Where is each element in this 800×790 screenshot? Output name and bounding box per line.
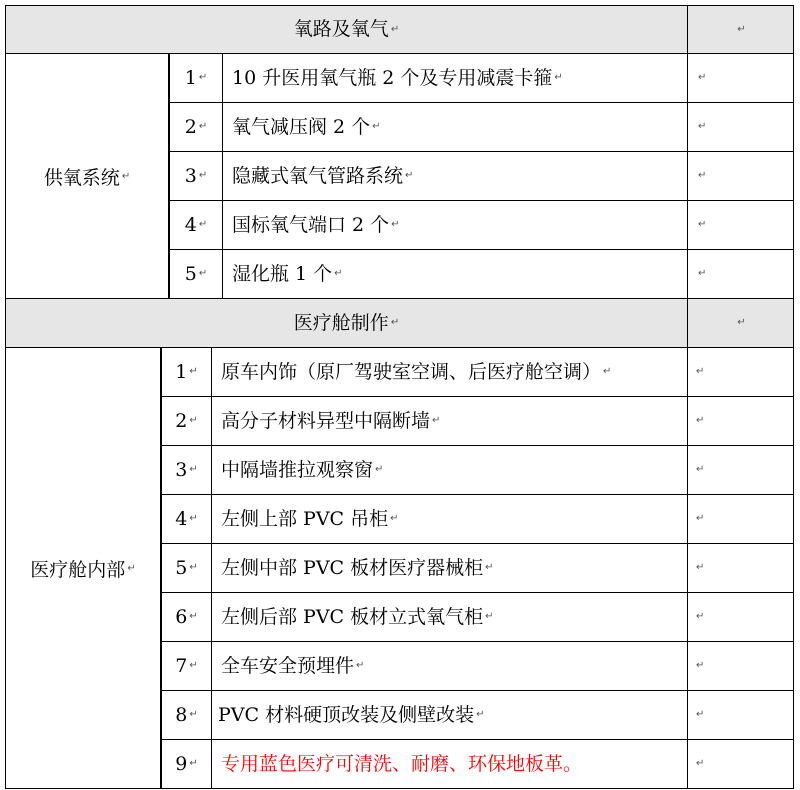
item-text: 左侧后部 PVC 板材立式氧气柜 ↵ — [212, 593, 688, 642]
item-text: 中隔墙推拉观察窗 ↵ — [212, 446, 688, 495]
item-number: 8 ↵ — [161, 691, 212, 740]
item-text: 氧气减压阀 2 个 ↵ — [223, 103, 688, 152]
table-row — [161, 642, 794, 691]
remark-cell: ↵ — [688, 740, 794, 789]
table-row — [169, 54, 794, 103]
item-number: 3 ↵ — [169, 152, 223, 201]
item-text: PVC 材料硬顶改装及侧壁改装 ↵ — [212, 691, 688, 740]
remark-cell: ↵ — [688, 152, 794, 201]
remark-cell: ↵ — [688, 691, 794, 740]
item-number: 5 ↵ — [161, 544, 212, 593]
item-number: 1 ↵ — [169, 54, 223, 103]
table-row — [161, 691, 794, 740]
item-number: 9 ↵ — [161, 740, 212, 789]
item-text-highlighted: 专用蓝色医疗可清洗、耐磨、环保地板革。 — [212, 740, 688, 789]
group-items — [161, 348, 794, 789]
item-text: 左侧中部 PVC 板材医疗器械柜 ↵ — [212, 544, 688, 593]
remark-cell: ↵ — [688, 593, 794, 642]
group-label: 供氧系统 ↵ — [5, 54, 169, 299]
remark-cell: ↵ — [688, 495, 794, 544]
item-text: 高分子材料异型中隔断墙 ↵ — [212, 397, 688, 446]
group-oxygen-supply — [5, 54, 794, 299]
remark-cell: ↵ — [688, 642, 794, 691]
group-cabin-interior — [5, 348, 794, 789]
table-row — [169, 152, 794, 201]
item-number: 3 ↵ — [161, 446, 212, 495]
item-number: 4 ↵ — [161, 495, 212, 544]
remark-cell: ↵ — [688, 544, 794, 593]
table-row — [161, 593, 794, 642]
item-text: 湿化瓶 1 个 ↵ — [223, 250, 688, 299]
table-row — [161, 446, 794, 495]
equipment-table — [5, 5, 794, 789]
item-text: 原车内饰（原厂驾驶室空调、后医疗舱空调） ↵ — [212, 348, 688, 397]
section-title: 氧路及氧气 ↵ — [5, 6, 688, 54]
table-row — [161, 397, 794, 446]
item-number: 2 ↵ — [169, 103, 223, 152]
table-row — [169, 103, 794, 152]
item-number: 5 ↵ — [169, 250, 223, 299]
remark-cell: ↵ — [688, 348, 794, 397]
remark-cell: ↵ — [688, 397, 794, 446]
item-number: 6 ↵ — [161, 593, 212, 642]
item-number: 2 ↵ — [161, 397, 212, 446]
item-text: 左侧上部 PVC 吊柜 ↵ — [212, 495, 688, 544]
item-text: 国标氧气端口 2 个 ↵ — [223, 201, 688, 250]
remark-cell: ↵ — [688, 6, 794, 54]
table-row — [161, 740, 794, 789]
remark-cell: ↵ — [688, 250, 794, 299]
item-text: 10 升医用氧气瓶 2 个及专用减震卡箍 ↵ — [223, 54, 688, 103]
remark-cell: ↵ — [688, 201, 794, 250]
item-number: 1 ↵ — [161, 348, 212, 397]
table-row — [161, 495, 794, 544]
group-items — [169, 54, 794, 299]
remark-cell: ↵ — [688, 54, 794, 103]
table-row — [161, 544, 794, 593]
group-label: 医疗舱内部 ↵ — [5, 348, 161, 789]
remark-cell: ↵ — [688, 299, 794, 348]
remark-cell: ↵ — [688, 446, 794, 495]
item-text: 隐藏式氧气管路系统 ↵ — [223, 152, 688, 201]
section-header-oxygen — [5, 5, 794, 54]
table-row — [169, 201, 794, 250]
section-header-cabin — [5, 299, 794, 348]
remark-cell: ↵ — [688, 103, 794, 152]
item-text: 全车安全预埋件 ↵ — [212, 642, 688, 691]
table-row — [161, 348, 794, 397]
section-title: 医疗舱制作 ↵ — [5, 299, 688, 348]
item-number: 4 ↵ — [169, 201, 223, 250]
item-number: 7 ↵ — [161, 642, 212, 691]
table-row — [169, 250, 794, 299]
